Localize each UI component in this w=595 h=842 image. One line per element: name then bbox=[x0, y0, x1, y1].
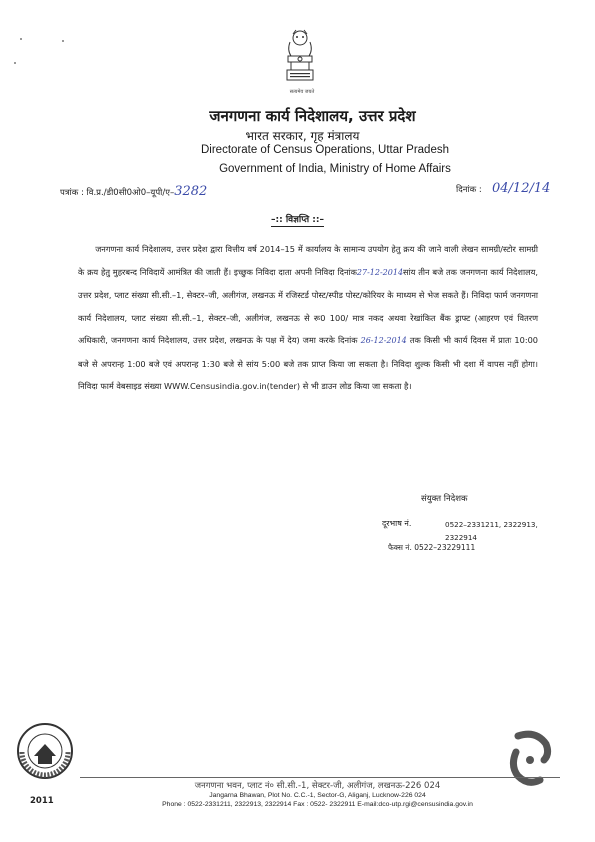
reference-number bbox=[60, 184, 207, 199]
office-name-hindi: जनगणना कार्य निदेशालय, उत्तर प्रदेश bbox=[209, 107, 416, 125]
signatory-designation: संयुक्त निदेशक bbox=[421, 494, 468, 504]
fax-number: फैक्स नं. 0522–23229111 bbox=[388, 543, 476, 552]
emblem-motto: सत्यमेव जयते bbox=[289, 89, 315, 95]
phone-line-2: 2322914 bbox=[445, 533, 478, 542]
government-name-english: Government of India, Ministry of Home Affairs bbox=[219, 163, 451, 175]
footer-address-hindi: जनगणना भवन, प्लाट नं० सी.सी.-1, सेक्टर-जी, अलीगंज, लखनऊ-226 024 bbox=[194, 781, 441, 791]
phone-label: दूरभाष नं. bbox=[382, 519, 412, 528]
scan-speck bbox=[20, 38, 22, 40]
notice-title-text: –:: विज्ञप्ति ::– bbox=[270, 215, 324, 225]
footer-address-english: Jangarna Bhawan, Plot No. C.C.-1, Sector-G, Aliganj, Lucknow-226 024 bbox=[209, 792, 426, 799]
date-label: दिनांक : bbox=[456, 185, 482, 195]
handwritten-form-date: 26-12-2014 bbox=[360, 336, 407, 345]
body-text-2: सांय तीन बजे तक जनगणना कार्य निदेशालय, उत्तर प्रदेश, प्लाट संख्या सी.सी.–1, सेक्टर–जी, अलीगंज, लखनऊ में रजिस्टर्ड पोस्ट/स्पीड पोस्ट/कोरियर के माध्यम से भेज सकते हैं। निविदा फार्म जनगणना कार्य निदेशालय, प्लाट संख्या सी.सी.–1, सेक्टर–जी, अलीगंज, लखनऊ से रू0 100/ मात्र नकद अथवा रेखांकित बैंक ड्राफ्ट (आहरण एवं वितरण अधिकारी, जनगणना कार्य निदेशालय, उत्तर प्रदेश, लखनऊ के पक्ष में देय) जमा करके दिनांक bbox=[78, 266, 538, 345]
phone-numbers bbox=[445, 518, 565, 544]
reference-label: पत्रांक : वि.प्र./डी0सी0ओ0–यूपी/ए– bbox=[60, 188, 175, 198]
footer-contact: Phone : 0522-2331211, 2322913, 2322914 Fax : 0522- 2322911 E-mail:dco-utp.rgi@censusindia.gov.in bbox=[162, 801, 473, 808]
phone-line-1: 0522–2331211, 2322913, bbox=[445, 520, 538, 529]
notice-title bbox=[0, 212, 595, 225]
scan-speck bbox=[14, 62, 16, 64]
notice-paragraph bbox=[78, 238, 538, 398]
seal-year: 2011 bbox=[30, 796, 54, 806]
reference-handwritten-number: 3282 bbox=[174, 184, 208, 199]
notice-body bbox=[78, 238, 538, 398]
footer-divider bbox=[80, 777, 560, 778]
office-name-english: Directorate of Census Operations, Uttar Pradesh bbox=[200, 144, 449, 156]
body-text-3: तक किसी भी कार्य दिवस में प्रातः 10:00 बजे से अपरान्ह 1:00 बजे एवं अपरान्ह 1:30 बजे से सांय 5:00 बजे तक प्राप्त किया जा सकता है। निविदा शुल्क किसी भी दशा में वापस नहीं होगा। निविदा फार्म वेबसाइड संख्या WWW.Censusindia.gov.in(tender) से भी डाउन लोड किया जा सकता है। bbox=[78, 335, 539, 391]
scan-speck bbox=[62, 40, 64, 42]
national-emblem-icon bbox=[279, 28, 321, 90]
handwritten-deadline: 27-12-2014 bbox=[356, 267, 404, 277]
government-name-hindi: भारत सरकार, गृह मंत्रालय bbox=[245, 129, 360, 143]
handwritten-date: 04/12/14 bbox=[492, 181, 551, 196]
body-text-1: जनगणना कार्य निदेशालय, उत्तर प्रदेश द्वारा वित्तीय वर्ष 2014–15 में कार्यालय के सामान्य उपयोग हेतु क्रय की जाने वाली लेखन सामग्री/स्टोर सामग्री के क्रय हेतु मुहरबन्द निविदायें आमंत्रित की जाती हैं। इच्छुक निविदा दाता अपनी निविदा दिनांक bbox=[78, 244, 538, 277]
